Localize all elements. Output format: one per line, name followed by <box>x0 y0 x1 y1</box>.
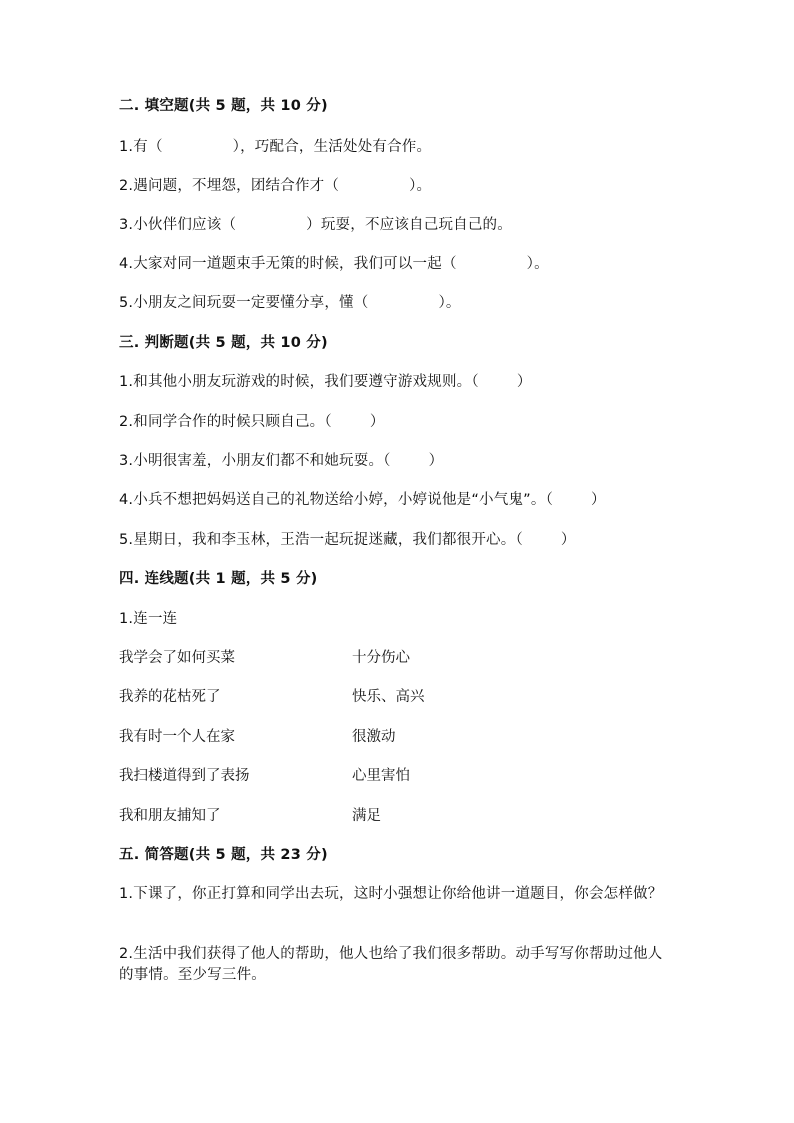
question-text-before: 星期日，我和李玉林，王浩一起玩捉迷藏，我们都很开心。（ <box>133 532 523 548</box>
question-number: 4. <box>119 492 134 508</box>
short-question-1 <box>119 884 669 905</box>
match-question-1 <box>119 609 177 629</box>
question-text-after: ）。 <box>409 178 432 194</box>
question-text: 下课了，你正打算和同学出去玩，这时小强想让你给他讲一道题目，你会怎样做？ <box>133 886 663 902</box>
question-text-before: 小明很害羞，小朋友们都不和她玩耍。（ <box>133 453 391 469</box>
fill-question-2 <box>119 176 431 196</box>
match-left-item[interactable]: 我养的花枯死了 <box>119 689 221 705</box>
question-number: 1. <box>119 886 134 902</box>
match-left-item[interactable]: 我学会了如何买菜 <box>119 650 235 666</box>
question-number: 3. <box>119 453 134 469</box>
question-number: 2. <box>119 414 134 430</box>
match-right-item[interactable]: 心里害怕 <box>352 768 410 784</box>
section-heading-fill: 二. 填空题(共 5 题，共 10 分) <box>119 98 328 114</box>
fill-question-4 <box>119 254 549 274</box>
question-number: 3. <box>119 217 134 233</box>
section-heading-short: 五. 简答题(共 5 题，共 23 分) <box>119 847 328 863</box>
question-number: 4. <box>119 256 134 272</box>
section-heading-judge: 三. 判断题(共 5 题，共 10 分) <box>119 335 328 351</box>
judge-question-5 <box>119 530 576 550</box>
fill-question-3 <box>119 215 512 235</box>
question-text-before: 小朋友之间玩耍一定要懂分享，懂（ <box>133 295 369 311</box>
question-text-after: ） <box>560 532 576 548</box>
question-number: 2. <box>119 946 134 962</box>
short-question-2 <box>119 944 669 986</box>
question-text-after: ） <box>516 374 532 390</box>
question-text-before: 小伙伴们应该（ <box>133 217 237 233</box>
match-left-item[interactable]: 我和朋友捕知了 <box>119 808 221 824</box>
judge-question-3 <box>119 451 443 471</box>
judge-question-2 <box>119 412 385 432</box>
question-text-before: 和其他小朋友玩游戏的时候，我们要遵守游戏规则。（ <box>133 374 479 390</box>
section-heading-match: 四. 连线题(共 1 题，共 5 分) <box>119 571 318 587</box>
judge-question-4 <box>119 490 606 510</box>
question-text-after: ）。 <box>526 256 549 272</box>
match-right-item[interactable]: 很激动 <box>352 729 396 745</box>
fill-question-1 <box>119 137 431 157</box>
question-number: 5. <box>119 295 134 311</box>
question-text-before: 有（ <box>133 139 163 155</box>
question-text-after: ），巧配合，生活处处有合作。 <box>232 139 432 155</box>
question-text-before: 遇问题，不埋怨，团结合作才（ <box>133 178 340 194</box>
match-left-item[interactable]: 我有时一个人在家 <box>119 729 235 745</box>
match-right-item[interactable]: 十分伤心 <box>352 650 410 666</box>
match-right-item[interactable]: 满足 <box>352 808 381 824</box>
question-text: 生活中我们获得了他人的帮助，他人也给了我们很多帮助。动手写写你帮助过他人的事情。至少写三件。 <box>119 946 663 983</box>
question-text-after: ） <box>369 414 385 430</box>
match-right-item[interactable]: 快乐、高兴 <box>352 689 425 705</box>
question-text-after: ）玩耍，不应该自己玩自己的。 <box>306 217 512 233</box>
question-text-after: ）。 <box>438 295 461 311</box>
match-left-item[interactable]: 我扫楼道得到了表扬 <box>119 768 250 784</box>
question-text-after: ） <box>591 492 606 508</box>
question-text-after: ） <box>428 453 444 469</box>
question-number: 2. <box>119 178 134 194</box>
fill-question-5 <box>119 293 461 313</box>
question-number: 1. <box>119 139 134 155</box>
question-text-before: 和同学合作的时候只顾自己。（ <box>133 414 332 430</box>
question-text-before: 小兵不想把妈妈送自己的礼物送给小婷，小婷说他是“小气鬼”。（ <box>133 492 554 508</box>
question-text: 连一连 <box>133 611 178 627</box>
question-number: 1. <box>119 374 134 390</box>
question-number: 1. <box>119 611 134 627</box>
question-text-before: 大家对同一道题束手无策的时候，我们可以一起（ <box>133 256 457 272</box>
judge-question-1 <box>119 372 532 392</box>
question-number: 5. <box>119 532 134 548</box>
